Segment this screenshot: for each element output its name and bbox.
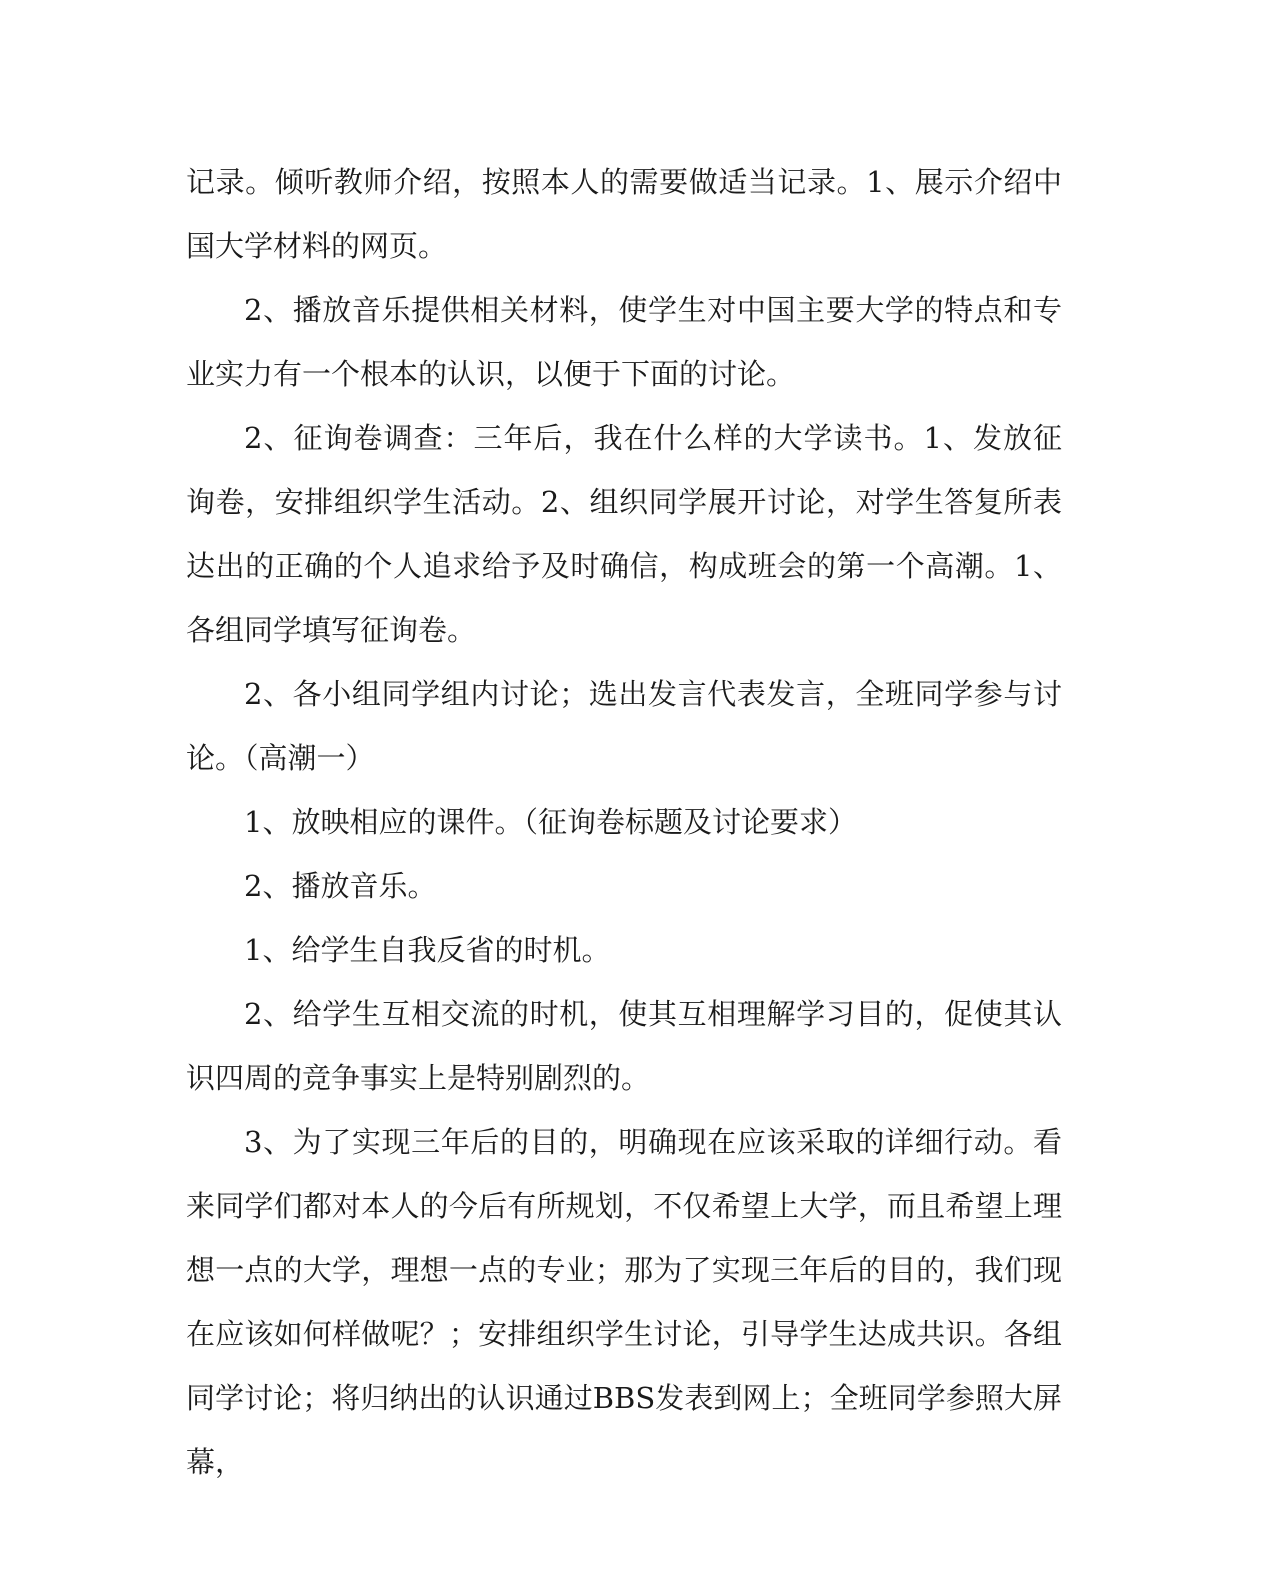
- paragraph-1: 记录。倾听教师介绍，按照本人的需要做适当记录。1、展示介绍中国大学材料的网页。: [186, 165, 1062, 263]
- paragraph-6: 2、播放音乐。: [244, 869, 437, 903]
- paragraph-2: 2、播放音乐提供相关材料，使学生对中国主要大学的特点和专业实力有一个根本的认识，以便于下面的讨论。: [186, 293, 1062, 391]
- paragraph-9: 3、为了实现三年后的目的，明确现在应该采取的详细行动。看来同学们都对本人的今后有所规划，不仅希望上大学，而且希望上理想一点的大学，理想一点的专业；那为了实现三年后的目的，我们现在应该如何样做呢？；安排组织学生讨论，引导学生达成共识。各组同学讨论；将归纳出的认识通过BBS发表到网上；全班同学参照大屏幕，: [186, 1125, 1062, 1479]
- paragraph-7: 1、给学生自我反省的时机。: [244, 933, 611, 967]
- paragraph-3: 2、征询卷调查：三年后，我在什么样的大学读书。1、发放征询卷，安排组织学生活动。2、组织同学展开讨论，对学生答复所表达出的正确的个人追求给予及时确信，构成班会的第一个高潮。1、各组同学填写征询卷。: [186, 421, 1062, 647]
- paragraph-5: 1、放映相应的课件。（征询卷标题及讨论要求）: [244, 805, 857, 839]
- paragraph-4: 2、各小组同学组内讨论；选出发言代表发言，全班同学参与讨论。（高潮一）: [186, 677, 1062, 775]
- document-body: [186, 150, 1062, 1494]
- paragraph-8: 2、给学生互相交流的时机，使其互相理解学习目的，促使其认识四周的竞争事实上是特别剧烈的。: [186, 997, 1062, 1095]
